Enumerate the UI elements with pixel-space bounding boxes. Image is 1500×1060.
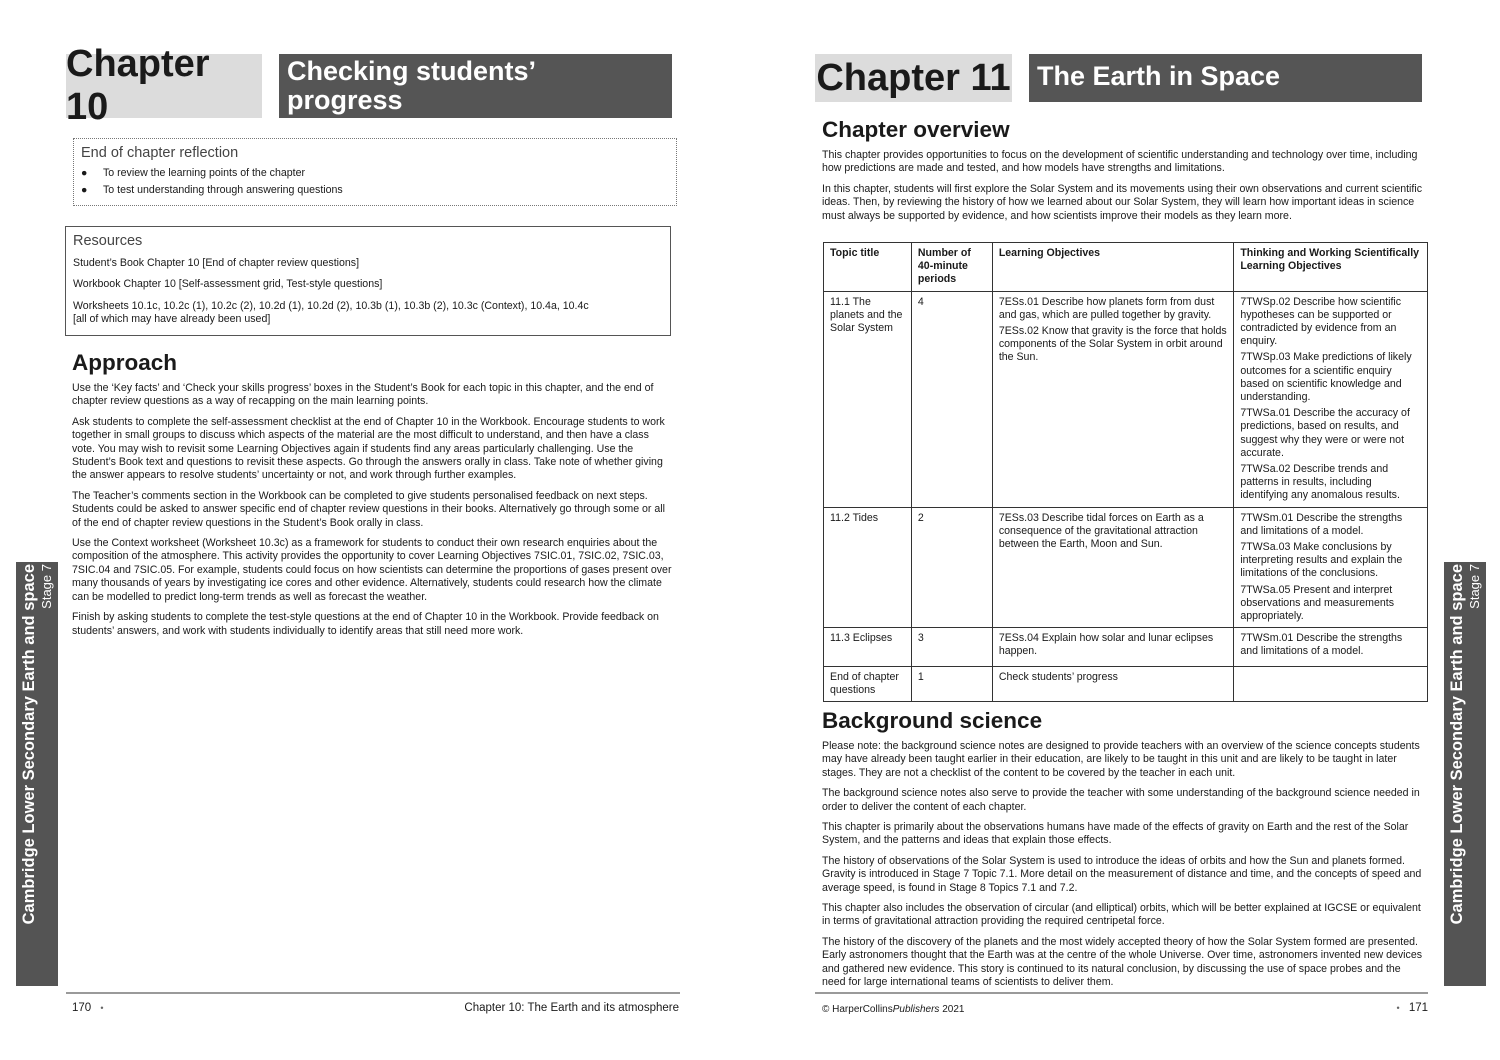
twls-objective: 7TWSm.01 Describe the strengths and limitations of a model.	[1240, 511, 1403, 537]
footer-bullet: •	[100, 1003, 104, 1013]
reflection-heading: End of chapter reflection	[81, 145, 239, 161]
approach-paragraph: The Teacher’s comments section in the Workbook can be completed to give students personalised feedback on next steps. Students could be asked to answer specific end of chapter review questions in their books. Alternatively go through some or all of the end of chapter review questions in the Student’s Book orally in class.	[72, 489, 665, 529]
right-footer-rule	[815, 992, 1428, 994]
resources-heading: Resources	[73, 233, 143, 249]
left-footer-rule	[66, 992, 680, 994]
resource-line: Workbook Chapter 10 [Self-assessment grid, Test-style questions]	[73, 278, 383, 291]
twls-objective: 7TWSm.01 Describe the strengths and limitations of a model.	[1240, 632, 1403, 658]
right-chapter-label-text: Chapter 11	[816, 56, 1011, 99]
copyright	[822, 1002, 964, 1015]
objectives-cell	[992, 628, 1234, 666]
table-header-row	[824, 243, 1428, 292]
approach-paragraph: Ask students to complete the self-assessment checklist at the end of Chapter 10 in the Workbook. Encourage students to work together in small groups to discuss which aspects of the material are the most difficult to understand, and then have a class vote. You may wish to revisit some Learning Objectives again if students find any areas particularly challenging. Use the Student’s Book text and questions to revisit these aspects. Go through the answers orally in class. Take note of whether giving the answer appears to resolve students’ uncertainty or not, and work through further examples.	[72, 415, 665, 482]
left-footer	[72, 1002, 679, 1014]
table-row	[824, 628, 1428, 666]
right-side-tab	[1444, 562, 1486, 986]
left-page-number-group	[72, 1002, 104, 1014]
background-paragraph: Please note: the background science notes are designed to provide teachers with an overview of the science concepts students may have already been taught earlier in their education, are likely to be taught in this unit and are likely to be taught in later stages. They are not a checklist of the content to be covered by the teacher in each unit.	[822, 740, 1420, 779]
reflection-item	[81, 165, 669, 182]
topic-cell: End of chapter questions	[824, 666, 912, 701]
right-chapter-title-text: The Earth in Space	[1037, 61, 1281, 91]
reflection-item	[81, 182, 669, 199]
background-paragraph: This chapter is primarily about the observations humans have made of the effects of gravity on Earth and the rest of the Solar System, and the patterns and ideas that explain those effects.	[822, 821, 1409, 847]
background-paragraph: The history of the discovery of the planets and the most widely accepted theory of how the Solar System formed are presented. Early astronomers thought that the Earth was at the centre of the whole Universe. Over time, astronomers invented new devices and gathered new evidence. This story is continued to its natural conclusion, by discussing the use of space probes and the need for large international teams of scientists to deliver them.	[822, 935, 1423, 989]
table-row	[824, 507, 1428, 628]
topic-cell: 11.2 Tides	[824, 507, 912, 628]
approach-paragraph: Use the ‘Key facts’ and ‘Check your skills progress’ boxes in the Student’s Book for each topic in this chapter, and the end of chapter review questions as a way of recapping on the main learning points.	[72, 382, 654, 408]
stage-label: Stage 7	[39, 564, 54, 609]
right-side-tab-text	[1448, 564, 1482, 984]
background-paragraph: The history of observations of the Solar System is used to introduce the ideas of orbits and how the Sun and planets formed. Gravity is introduced in Stage 7 Topic 7.1. More detail on the measurement of distance and time, and the concepts of speed and average speed, is found in Stage 8 Topics 7.1 and 7.2.	[822, 854, 1422, 894]
copyright-year: 2021	[939, 1004, 965, 1015]
objective: 7ESs.03 Describe tidal forces on Earth as a consequence of the gravitational attraction between the Earth, Moon and Sun.	[998, 511, 1204, 551]
twls-objective: 7TWSa.05 Present and interpret observations and measurements appropriately.	[1240, 583, 1395, 623]
left-chapter-title-text: Checking students’ progress	[287, 56, 535, 115]
copyright-publisher: Publishers	[892, 1004, 940, 1015]
twls-cell	[1234, 507, 1428, 628]
approach-section	[72, 350, 674, 645]
overview-section	[822, 117, 1426, 230]
right-chapter-label	[815, 54, 1012, 102]
left-page-number: 170	[72, 1002, 92, 1014]
overview-heading: Chapter overview	[822, 117, 1010, 142]
objective: 7ESs.04 Explain how solar and lunar eclipses happen.	[998, 632, 1214, 658]
series-title: Cambridge Lower Secondary Earth and space	[1448, 564, 1466, 925]
reflection-item-text: To test understanding through answering questions	[103, 184, 343, 196]
objectives-cell	[992, 507, 1234, 628]
right-page-number-group	[1396, 1002, 1428, 1015]
left-chapter-title	[279, 54, 672, 118]
stage-label: Stage 7	[1467, 564, 1482, 609]
twls-objective: 7TWSp.02 Describe how scientific hypotheses can be supported or contradicted by evidence from an enquiry.	[1240, 295, 1402, 348]
approach-heading: Approach	[72, 350, 178, 375]
column-header: Number of 40-minute periods	[911, 243, 992, 292]
overview-paragraph: In this chapter, students will first explore the Solar System and its movements using their own observations and current scientific ideas. Then, by reviewing the history of how we learned about our Solar System, they will learn how important ideas in science must always be supported by evidence, and how scientists improve their models as they learn more.	[822, 182, 1423, 222]
periods-cell: 2	[911, 507, 992, 628]
resource-line: Worksheets 10.1c, 10.2c (1), 10.2c (2), 10.2d (1), 10.2d (2), 10.3b (1), 10.3b (2), 10.3c (Context), 10.4a, 10.4c	[73, 299, 589, 312]
twls-objective: 7TWSa.01 Describe the accuracy of predictions, based on results, and suggest why they were or were not accurate.	[1240, 407, 1410, 459]
column-header: Learning Objectives	[992, 243, 1234, 292]
twls-objective: 7TWSa.02 Describe trends and patterns in results, including identifying any anomalous results.	[1240, 463, 1400, 502]
topic-cell: 11.1 The planets and the Solar System	[824, 291, 912, 507]
twls-objective: 7TWSa.03 Make conclusions by interpreting results and explain the limitations of the conclusions.	[1240, 541, 1403, 580]
left-chapter-label-text: Chapter 10	[66, 43, 210, 128]
bullet-icon: ●	[81, 167, 88, 179]
twls-cell	[1234, 666, 1428, 701]
periods-cell: 3	[911, 628, 992, 666]
resource-line: Student’s Book Chapter 10 [End of chapter review questions]	[73, 257, 360, 269]
background-paragraph: This chapter also includes the observation of circular (and elliptical) orbits, which will be better explained at IGCSE or equivalent in terms of gravitational attraction providing the required centripetal force.	[822, 902, 1421, 928]
periods-cell: 1	[911, 666, 992, 701]
reflection-item-text: To review the learning points of the chapter	[103, 167, 305, 179]
reflection-box	[73, 138, 677, 206]
overview-paragraph: This chapter provides opportunities to focus on the development of scientific understanding and technology over time, including how predictions are made and tested, and how models have strengths and limitations.	[822, 149, 1418, 175]
table-row	[824, 291, 1428, 507]
left-footer-chapter: Chapter 10: The Earth and its atmosphere	[464, 1002, 679, 1014]
periods-cell: 4	[911, 291, 992, 507]
background-heading: Background science	[822, 708, 1043, 733]
background-section	[822, 708, 1426, 997]
resource-line: [all of which may have already been used]	[73, 313, 271, 326]
left-side-tab	[16, 562, 58, 986]
twls-cell	[1234, 291, 1428, 507]
left-chapter-label	[66, 43, 262, 128]
objective: 7ESs.01 Describe how planets form from dust and gas, which are pulled together by gravity.	[998, 295, 1215, 321]
objectives-cell	[992, 666, 1234, 701]
table-row	[824, 666, 1428, 701]
bullet-icon: ●	[81, 184, 88, 196]
twls-cell	[1234, 628, 1428, 666]
approach-paragraph: Finish by asking students to complete the test-style questions at the end of Chapter 10 in the Workbook. Provide feedback on students’ answers, and work with students individually to identify areas that still need more work.	[72, 611, 659, 637]
objectives-cell	[992, 291, 1234, 507]
objective: Check students’ progress	[998, 670, 1118, 683]
background-paragraph: The background science notes also serve to provide the teacher with some understanding of the background science needed in order to deliver the content of each chapter.	[822, 787, 1420, 813]
right-page-number: 171	[1408, 1002, 1428, 1014]
footer-bullet: •	[1396, 1003, 1400, 1013]
twls-objective: 7TWSp.03 Make predictions of likely outcomes for a scientific enquiry based on scientific knowledge and understanding.	[1240, 351, 1412, 404]
objective: 7ESs.02 Know that gravity is the force that holds components of the Solar System in orbit around the Sun.	[998, 325, 1227, 364]
column-header: Topic title	[824, 243, 912, 292]
right-chapter-title	[1029, 54, 1422, 102]
left-side-tab-text	[20, 564, 54, 984]
approach-paragraph: Use the Context worksheet (Worksheet 10.3c) as a framework for students to conduct their own research enquiries about the composition of the atmosphere. This activity provides the opportunity to cover Learning Objectives 7SIC.01, 7SIC.02, 7SIC.03, 7SIC.04 and 7SIC.05. For example, students could focus on how scientists can determine the proportions of gases present over many thousands of years by investigating ice cores and other evidence. Alternatively, students could research how the climate can be modelled to predict long-term trends as well as forecast the weather.	[72, 537, 672, 603]
copyright-prefix: © HarperCollins	[822, 1004, 893, 1015]
topics-table	[823, 242, 1428, 702]
right-footer	[822, 1002, 1428, 1015]
topic-cell: 11.3 Eclipses	[824, 628, 912, 666]
series-title: Cambridge Lower Secondary Earth and space	[20, 564, 38, 925]
column-header: Thinking and Working Scientifically Learning Objectives	[1234, 243, 1428, 292]
resources-box	[65, 226, 671, 336]
